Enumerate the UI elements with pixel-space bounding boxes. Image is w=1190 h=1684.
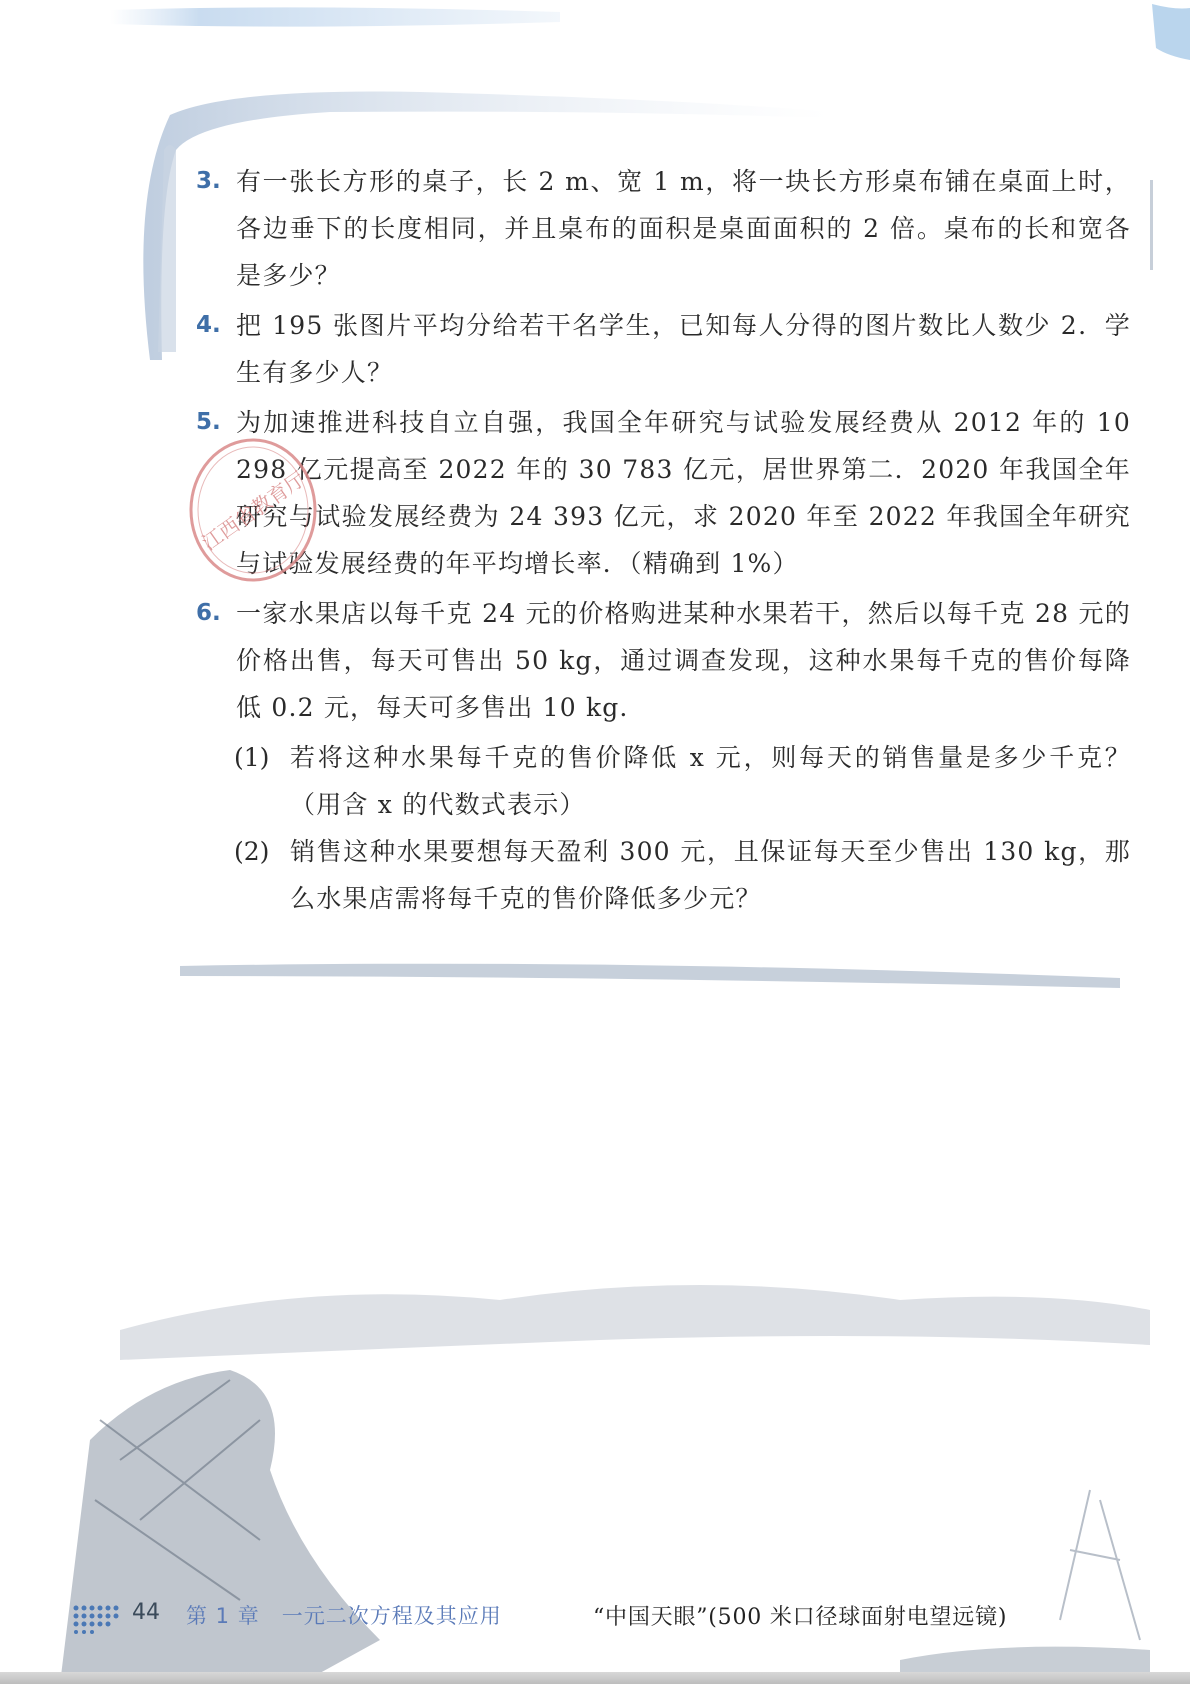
official-seal-stamp xyxy=(178,430,328,590)
svg-text:江西省教育厅: 江西省教育厅 xyxy=(197,466,310,556)
problem-4 xyxy=(196,302,1131,396)
subquestion-text: 若将这种水果每千克的售价降低 x 元，则每天的销售量是多少千克？（用含 x 的代数式表示） xyxy=(290,743,1131,819)
page-number: 44 xyxy=(132,1600,160,1625)
problem-number: 6. xyxy=(196,600,221,626)
photo-caption: “中国天眼”(500 米口径球面射电望远镜) xyxy=(593,1605,1008,1630)
dot-pattern-icon xyxy=(72,1604,128,1634)
problem-3 xyxy=(196,158,1131,299)
subquestion-2 xyxy=(234,828,1131,922)
problem-number: 3. xyxy=(196,168,221,194)
subquestion-1 xyxy=(234,734,1131,828)
problem-text: 一家水果店以每千克 24 元的价格购进某种水果若干，然后以每千克 28 元的价格出售，每天可售出 50 kg，通过调查发现，这种水果每千克的售价每降低 0.2 元，每天可多售出 10 kg． xyxy=(236,599,1131,722)
chapter-title: 第 1 章 一元二次方程及其应用 xyxy=(186,1604,502,1628)
exercise-list xyxy=(196,158,1131,922)
problem-5 xyxy=(196,399,1131,587)
problem-number: 4. xyxy=(196,312,221,338)
page-edge-divider xyxy=(0,1672,1190,1684)
subquestion-number: (2) xyxy=(234,837,270,866)
problem-text: 为加速推进科技自立自强，我国全年研究与试验发展经费从 2012 年的 10 298 亿元提高至 2022 年的 30 783 亿元，居世界第二．2020 年我国全年研究与试验发展经费为 24 393 亿元，求 2020 年至 2022 年我国全年研究与试验发展经费的年平均增长率．（精确到 1%） xyxy=(236,408,1131,578)
problem-number: 5. xyxy=(196,409,221,435)
subquestion-text: 销售这种水果要想每天盈利 300 元，且保证每天至少售出 130 kg，那么水果店需将每千克的售价降低多少元？ xyxy=(290,837,1131,913)
page-footer xyxy=(0,1588,1190,1648)
problem-6 xyxy=(196,590,1131,731)
subquestion-number: (1) xyxy=(234,743,270,772)
problem-text: 有一张长方形的桌子，长 2 m、宽 1 m，将一块长方形桌布铺在桌面上时，各边垂下的长度相同，并且桌布的面积是桌面面积的 2 倍。桌布的长和宽各是多少？ xyxy=(236,167,1131,290)
problem-text: 把 195 张图片平均分给若干名学生，已知每人分得的图片数比人数少 2．学生有多少人？ xyxy=(236,311,1131,387)
